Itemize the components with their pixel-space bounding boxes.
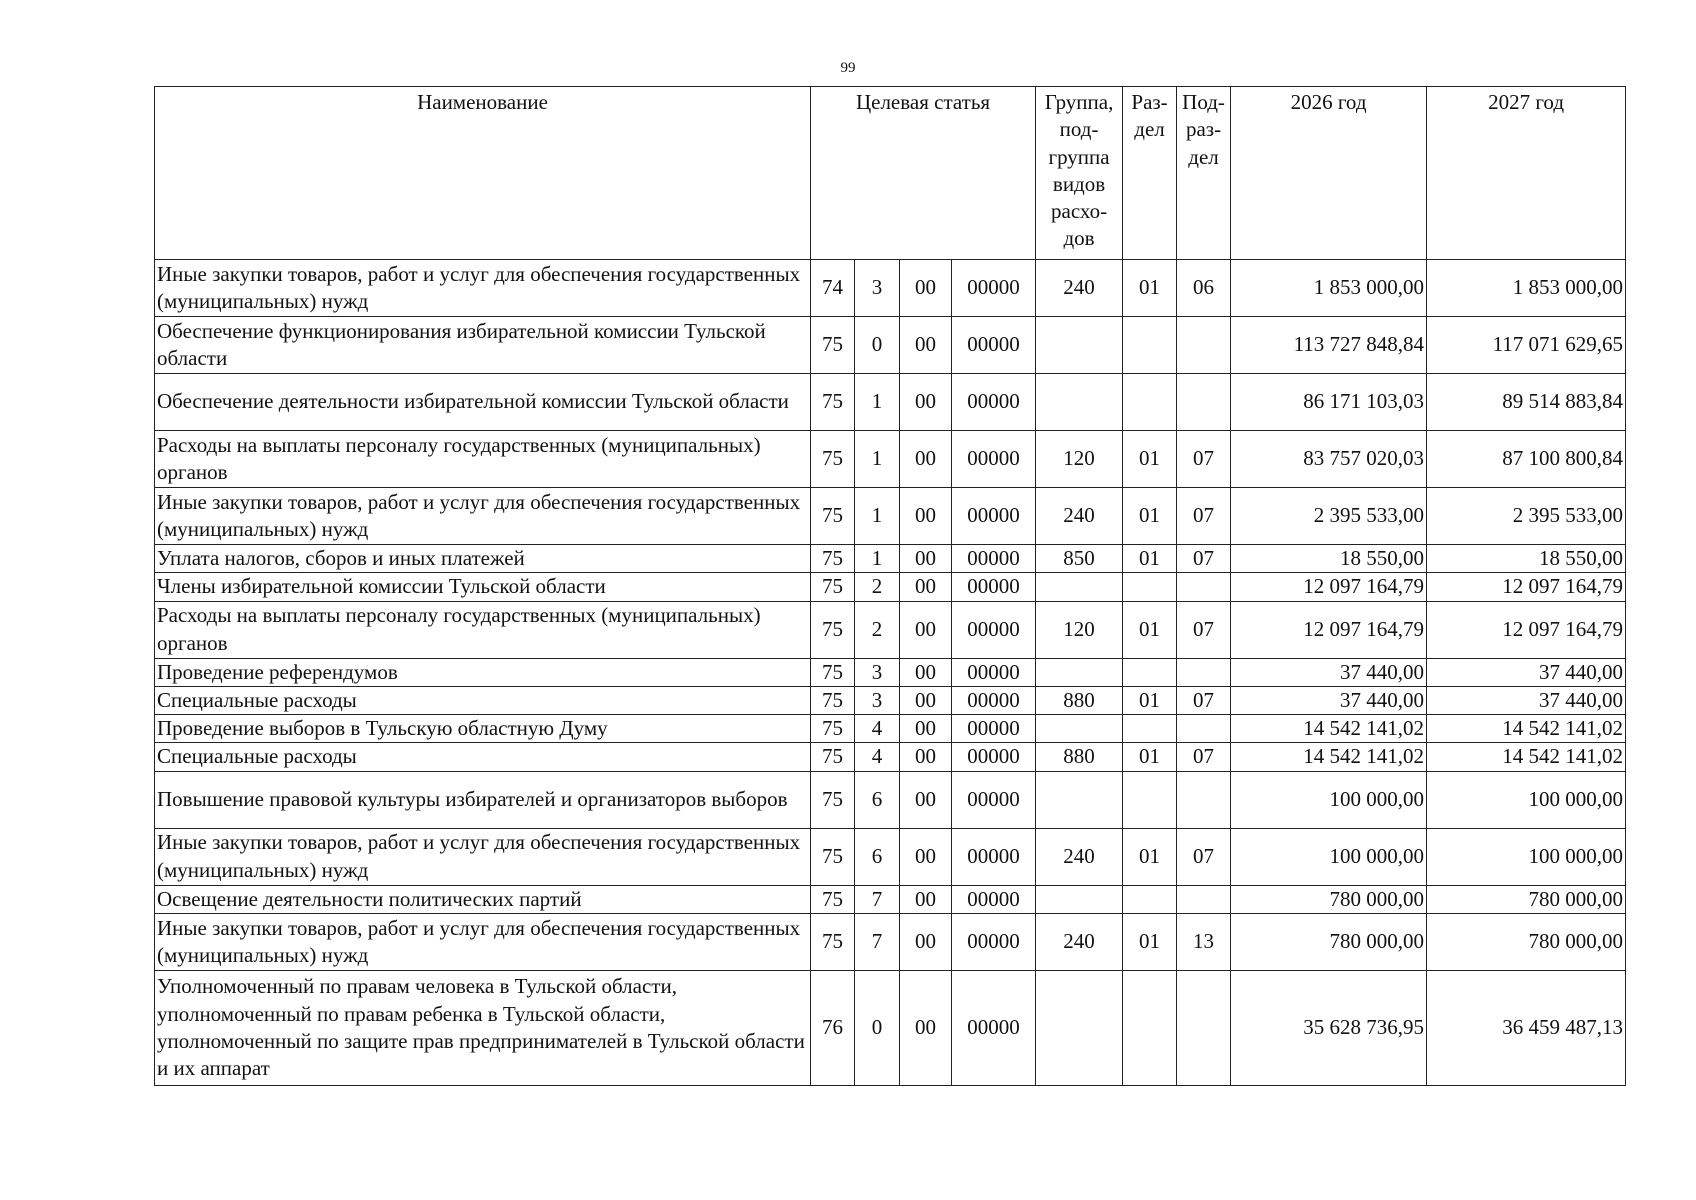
amount-2027: 14 542 141,02 (1427, 715, 1626, 743)
amount-2027: 12 097 164,79 (1427, 601, 1626, 658)
subsection (1177, 885, 1231, 913)
amount-2026: 37 440,00 (1231, 658, 1427, 686)
target-item-direction: 00 (900, 828, 952, 885)
row-name: Иные закупки товаров, работ и услуг для обеспечения государственных (муниципальных) нужд (155, 260, 811, 317)
subsection (1177, 317, 1231, 374)
expense-group: 120 (1036, 601, 1123, 658)
row-name: Расходы на выплаты персоналу государственных (муниципальных) органов (155, 601, 811, 658)
target-item-direction: 00 (900, 914, 952, 971)
amount-2026: 780 000,00 (1231, 914, 1427, 971)
target-item-program: 75 (811, 573, 855, 601)
amount-2026: 86 171 103,03 (1231, 374, 1427, 431)
target-item-direction: 00 (900, 601, 952, 658)
section (1123, 771, 1177, 828)
table-row (155, 374, 1626, 431)
target-item-code: 00000 (952, 260, 1036, 317)
table-row (155, 573, 1626, 601)
table-row (155, 743, 1626, 771)
amount-2026: 1 853 000,00 (1231, 260, 1427, 317)
amount-2027: 37 440,00 (1427, 658, 1626, 686)
expense-group (1036, 374, 1123, 431)
target-item-direction: 00 (900, 771, 952, 828)
target-item-code: 00000 (952, 743, 1036, 771)
subsection: 07 (1177, 488, 1231, 545)
target-item-program: 75 (811, 601, 855, 658)
amount-2027: 37 440,00 (1427, 686, 1626, 714)
target-item-direction: 00 (900, 686, 952, 714)
target-item-subprogram: 3 (855, 686, 900, 714)
section (1123, 715, 1177, 743)
amount-2027: 117 071 629,65 (1427, 317, 1626, 374)
amount-2026: 2 395 533,00 (1231, 488, 1427, 545)
target-item-subprogram: 4 (855, 715, 900, 743)
section: 01 (1123, 743, 1177, 771)
target-item-direction: 00 (900, 743, 952, 771)
expense-group (1036, 885, 1123, 913)
target-item-code: 00000 (952, 431, 1036, 488)
expense-group: 240 (1036, 914, 1123, 971)
row-name: Специальные расходы (155, 743, 811, 771)
subsection: 07 (1177, 431, 1231, 488)
target-item-subprogram: 1 (855, 545, 900, 573)
amount-2026: 780 000,00 (1231, 885, 1427, 913)
budget-table (154, 86, 1626, 1086)
amount-2027: 780 000,00 (1427, 885, 1626, 913)
expense-group (1036, 971, 1123, 1086)
target-item-program: 75 (811, 914, 855, 971)
amount-2027: 1 853 000,00 (1427, 260, 1626, 317)
table-row (155, 317, 1626, 374)
amount-2027: 2 395 533,00 (1427, 488, 1626, 545)
subsection: 06 (1177, 260, 1231, 317)
row-name: Освещение деятельности политических партий (155, 885, 811, 913)
subsection: 07 (1177, 545, 1231, 573)
header-name: Наименование (155, 87, 811, 260)
amount-2027: 36 459 487,13 (1427, 971, 1626, 1086)
subsection: 13 (1177, 914, 1231, 971)
subsection: 07 (1177, 601, 1231, 658)
table-row (155, 771, 1626, 828)
row-name: Члены избирательной комиссии Тульской области (155, 573, 811, 601)
target-item-subprogram: 6 (855, 828, 900, 885)
target-item-direction: 00 (900, 573, 952, 601)
amount-2027: 14 542 141,02 (1427, 743, 1626, 771)
amount-2027: 100 000,00 (1427, 828, 1626, 885)
amount-2026: 35 628 736,95 (1231, 971, 1427, 1086)
table-row (155, 260, 1626, 317)
target-item-subprogram: 2 (855, 601, 900, 658)
row-name: Уплата налогов, сборов и иных платежей (155, 545, 811, 573)
target-item-program: 75 (811, 431, 855, 488)
target-item-program: 75 (811, 686, 855, 714)
row-name: Повышение правовой культуры избирателей и организаторов выборов (155, 771, 811, 828)
header-row (155, 87, 1626, 260)
target-item-program: 75 (811, 885, 855, 913)
expense-group (1036, 573, 1123, 601)
section (1123, 573, 1177, 601)
amount-2027: 100 000,00 (1427, 771, 1626, 828)
target-item-subprogram: 1 (855, 488, 900, 545)
section (1123, 971, 1177, 1086)
target-item-code: 00000 (952, 686, 1036, 714)
subsection (1177, 771, 1231, 828)
amount-2026: 14 542 141,02 (1231, 743, 1427, 771)
target-item-direction: 00 (900, 488, 952, 545)
target-item-program: 75 (811, 374, 855, 431)
target-item-direction: 00 (900, 431, 952, 488)
amount-2027: 12 097 164,79 (1427, 573, 1626, 601)
subsection (1177, 374, 1231, 431)
page-number: 99 (840, 60, 856, 76)
target-item-program: 75 (811, 658, 855, 686)
row-name: Специальные расходы (155, 686, 811, 714)
target-item-program: 75 (811, 317, 855, 374)
target-item-code: 00000 (952, 971, 1036, 1086)
table-row (155, 715, 1626, 743)
expense-group: 850 (1036, 545, 1123, 573)
expense-group: 880 (1036, 686, 1123, 714)
expense-group: 120 (1036, 431, 1123, 488)
amount-2026: 12 097 164,79 (1231, 601, 1427, 658)
section: 01 (1123, 260, 1177, 317)
row-name: Обеспечение деятельности избирательной комиссии Тульской области (155, 374, 811, 431)
target-item-subprogram: 0 (855, 971, 900, 1086)
target-item-program: 75 (811, 743, 855, 771)
target-item-program: 75 (811, 715, 855, 743)
section (1123, 374, 1177, 431)
row-name: Иные закупки товаров, работ и услуг для обеспечения государственных (муниципальных) нужд (155, 914, 811, 971)
amount-2027: 89 514 883,84 (1427, 374, 1626, 431)
table-row (155, 885, 1626, 913)
target-item-code: 00000 (952, 828, 1036, 885)
amount-2026: 100 000,00 (1231, 828, 1427, 885)
target-item-program: 75 (811, 771, 855, 828)
section (1123, 885, 1177, 913)
target-item-subprogram: 2 (855, 573, 900, 601)
header-subsection: Под- раз- дел (1177, 87, 1231, 260)
subsection: 07 (1177, 743, 1231, 771)
target-item-subprogram: 6 (855, 771, 900, 828)
section (1123, 317, 1177, 374)
header-year-2026: 2026 год (1231, 87, 1427, 260)
expense-group: 240 (1036, 260, 1123, 317)
target-item-direction: 00 (900, 715, 952, 743)
target-item-code: 00000 (952, 488, 1036, 545)
target-item-direction: 00 (900, 374, 952, 431)
target-item-subprogram: 7 (855, 885, 900, 913)
row-name: Проведение выборов в Тульскую областную Думу (155, 715, 811, 743)
section: 01 (1123, 488, 1177, 545)
target-item-subprogram: 3 (855, 658, 900, 686)
amount-2026: 83 757 020,03 (1231, 431, 1427, 488)
row-name: Уполномоченный по правам человека в Тульской области, уполномоченный по правам ребенка в Тульской области, уполномоченный по защите прав предпринимателей в Тульской области и их аппарат (155, 971, 811, 1086)
table-row (155, 488, 1626, 545)
subsection (1177, 658, 1231, 686)
amount-2026: 18 550,00 (1231, 545, 1427, 573)
section: 01 (1123, 686, 1177, 714)
subsection (1177, 573, 1231, 601)
target-item-direction: 00 (900, 260, 952, 317)
expense-group (1036, 317, 1123, 374)
target-item-direction: 00 (900, 658, 952, 686)
amount-2026: 37 440,00 (1231, 686, 1427, 714)
target-item-code: 00000 (952, 573, 1036, 601)
amount-2026: 14 542 141,02 (1231, 715, 1427, 743)
expense-group (1036, 771, 1123, 828)
target-item-subprogram: 1 (855, 374, 900, 431)
target-item-code: 00000 (952, 545, 1036, 573)
target-item-code: 00000 (952, 914, 1036, 971)
target-item-code: 00000 (952, 771, 1036, 828)
subsection: 07 (1177, 828, 1231, 885)
target-item-direction: 00 (900, 971, 952, 1086)
table-row (155, 658, 1626, 686)
expense-group: 240 (1036, 488, 1123, 545)
expense-group (1036, 658, 1123, 686)
target-item-subprogram: 0 (855, 317, 900, 374)
amount-2026: 113 727 848,84 (1231, 317, 1427, 374)
target-item-code: 00000 (952, 658, 1036, 686)
subsection (1177, 971, 1231, 1086)
amount-2027: 18 550,00 (1427, 545, 1626, 573)
row-name: Обеспечение функционирования избирательной комиссии Тульской области (155, 317, 811, 374)
target-item-code: 00000 (952, 885, 1036, 913)
table-row (155, 686, 1626, 714)
subsection (1177, 715, 1231, 743)
amount-2026: 100 000,00 (1231, 771, 1427, 828)
table-row (155, 914, 1626, 971)
expense-group (1036, 715, 1123, 743)
target-item-subprogram: 7 (855, 914, 900, 971)
row-name: Расходы на выплаты персоналу государственных (муниципальных) органов (155, 431, 811, 488)
header-year-2027: 2027 год (1427, 87, 1626, 260)
expense-group: 880 (1036, 743, 1123, 771)
amount-2026: 12 097 164,79 (1231, 573, 1427, 601)
target-item-code: 00000 (952, 374, 1036, 431)
target-item-code: 00000 (952, 317, 1036, 374)
target-item-program: 75 (811, 828, 855, 885)
target-item-subprogram: 1 (855, 431, 900, 488)
header-expense-group: Группа, под- группа видов расхо- дов (1036, 87, 1123, 260)
target-item-direction: 00 (900, 545, 952, 573)
target-item-program: 74 (811, 260, 855, 317)
target-item-subprogram: 4 (855, 743, 900, 771)
amount-2027: 780 000,00 (1427, 914, 1626, 971)
section: 01 (1123, 431, 1177, 488)
target-item-code: 00000 (952, 601, 1036, 658)
target-item-program: 75 (811, 545, 855, 573)
target-item-program: 75 (811, 488, 855, 545)
table-row (155, 545, 1626, 573)
table-row (155, 828, 1626, 885)
section (1123, 658, 1177, 686)
target-item-direction: 00 (900, 885, 952, 913)
header-section: Раз- дел (1123, 87, 1177, 260)
header-target-item: Целевая статья (811, 87, 1036, 260)
target-item-direction: 00 (900, 317, 952, 374)
row-name: Проведение референдумов (155, 658, 811, 686)
section: 01 (1123, 828, 1177, 885)
section: 01 (1123, 545, 1177, 573)
table-row (155, 601, 1626, 658)
amount-2027: 87 100 800,84 (1427, 431, 1626, 488)
row-name: Иные закупки товаров, работ и услуг для обеспечения государственных (муниципальных) нужд (155, 828, 811, 885)
table-row (155, 971, 1626, 1086)
target-item-code: 00000 (952, 715, 1036, 743)
target-item-program: 76 (811, 971, 855, 1086)
expense-group: 240 (1036, 828, 1123, 885)
section: 01 (1123, 914, 1177, 971)
subsection: 07 (1177, 686, 1231, 714)
row-name: Иные закупки товаров, работ и услуг для обеспечения государственных (муниципальных) нужд (155, 488, 811, 545)
section: 01 (1123, 601, 1177, 658)
target-item-subprogram: 3 (855, 260, 900, 317)
table-row (155, 431, 1626, 488)
